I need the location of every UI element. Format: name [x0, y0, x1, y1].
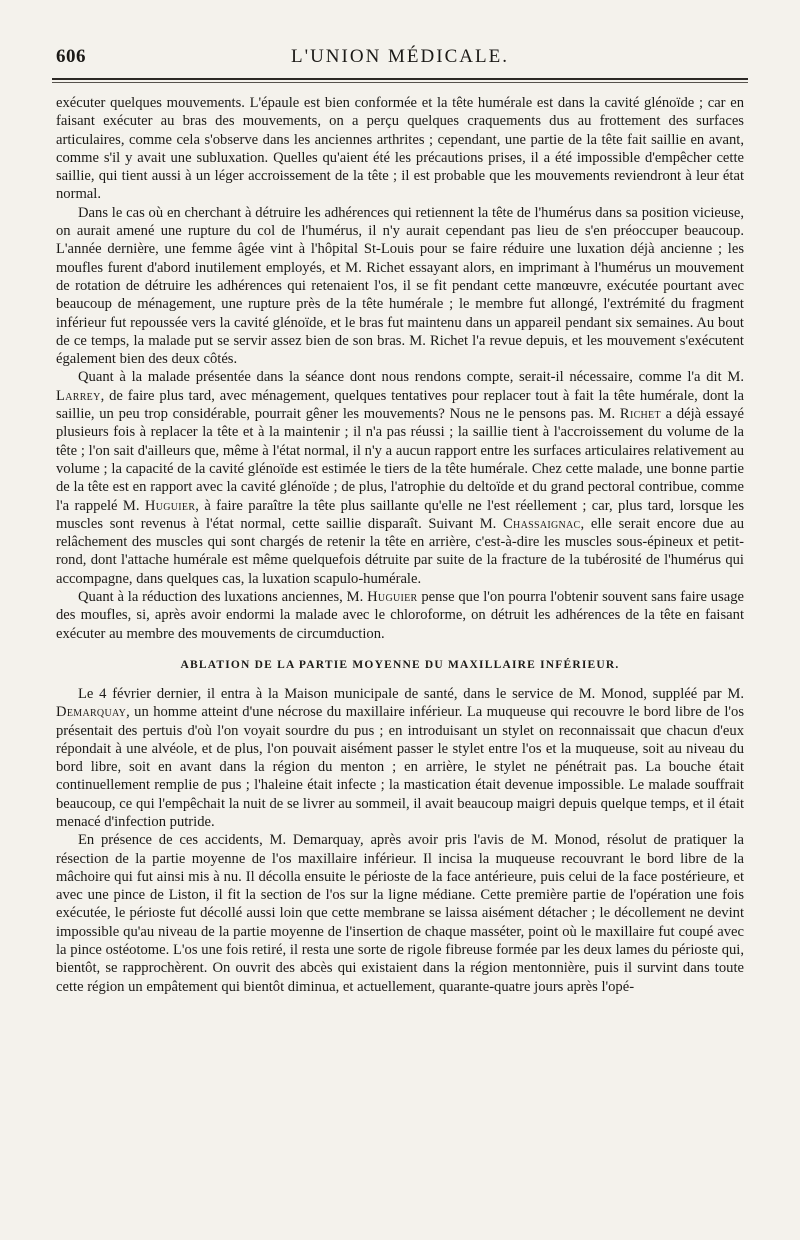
- author-name-richet: Richet: [619, 406, 661, 423]
- paragraph-3-text-b: , de faire plus tard, avec ménagement, quelques tentatives pour replacer tout à fait la tête humérale, dont la saillie, un peu trop considérable, pourrait gêner les mouvements? Nous ne le pensons pas. M.: [56, 387, 744, 423]
- paragraph-6: En présence de ces accidents, M. Demarquay, après avoir pris l'avis de M. Monod, résolut de pratiquer la résection de la partie moyenne de l'os maxillaire inférieur. Il incisa la muqueuse recouvrant le bord libre de la mâchoire qui fut ainsi mis à nu. Il décolla ensuite le périoste de la face antérieure, puis celui de la face postérieure, et avec une pince de Liston, il fit la section de l'os sur la ligne médiane. Cette première partie de l'opération une fois exécutée, le périoste fut décollé aussi loin que cette membrane se laissa aisément détacher ; le décollement ne devint impossible qu'au niveau de la partie moyenne de l'insertion de chaque masséter, point où le maxillaire fut coupé avec la pince ostéotome. L'os une fois retiré, il resta une sorte de rigole fibreuse formée par les deux lames du périoste qui, bientôt, se rapprochèrent. On ouvrit des abcès qui existaient dans la région mentonnière, puis il survint dans toute cette région un empâtement qui bientôt diminua, et actuellement, quarante-quatre jours après l'opé-: [56, 832, 744, 995]
- author-name-huguier: Huguier: [144, 497, 196, 514]
- author-name-larrey: Larrey: [56, 387, 101, 404]
- paragraph-3-text-d: , à faire paraître la tête plus saillante qu'elle ne l'est réellement ; car, plus tard, lorsque les muscles sont revenus à l'état normal, cette saillie disparaît. Suivant M.: [56, 497, 745, 532]
- paragraph-5-text-b: , un homme atteint d'une nécrose du maxillaire inférieur. La muqueuse qui recouvre le bord libre de l'os présentait des pertuis d'où l'on voyait sourdre du pus ; en introduisant un stylet on reconnaissait que chacun d'eux répondait à une alvéole, et de plus, l'on pouvait aisément passer le stylet entre l'os et la muqueuse, soit au niveau du bord libre, soit en avant dans la région du menton ; en arrière, le stylet ne pénétrait pas. La bouche était continuellement remplie de pus ; l'haleine était infecte ; la mastication était devenue impossible. Le malade souffrait beaucoup, ce qui l'empêchait la nuit de se livrer au sommeil, il avait beaucoup maigri depuis quelque temps, et il était menacé d'infection putride.: [56, 704, 744, 830]
- paragraph-3-text-c: a déjà essayé plusieurs fois à replacer la tête et à la maintenir ; il n'a pas réussi ; la saillie tient à l'accroissement du volume de la tête ; l'on sait d'ailleurs que, même à l'état normal, il n'y a aucun rapport entre les surfaces articulaires relativement au volume ; la capacité de la cavité glénoïde est estimée le tiers de la tête humérale. Chez cette malade, une bonne partie de la tête est en rapport avec la cavité glénoïde ; de plus, l'atrophie du deltoïde et du grand pectoral contribue, comme l'a rappelé M.: [56, 406, 744, 514]
- paragraph-5: [56, 685, 744, 831]
- page-number: 606: [56, 46, 86, 67]
- section-title: ABLATION DE LA PARTIE MOYENNE DU MAXILLAIRE INFÉRIEUR.: [180, 658, 620, 671]
- paragraph-3: [56, 368, 744, 588]
- paragraph-4: [56, 588, 744, 643]
- paragraph-3-text-e: , elle serait encore due au relâchement des muscles qui sont chargés de retenir la tête en arrière, c'est-à-dire les muscles sous-épineux et petit-rond, dont l'attache humérale est même quelquefois détruite par suite de la fracture de la tubérosité de l'humérus qui accompagne, dans quelques cas, la luxation scapulo-humérale.: [56, 515, 744, 587]
- page-header: [56, 46, 744, 72]
- paragraph-5-text-a: Le 4 février dernier, il entra à la Maison municipale de santé, dans le service de M. Monod, suppléé par M.: [78, 685, 744, 702]
- paragraph-4-text-b: pense que l'on pourra l'obtenir souvent sans faire usage des moufles, si, après avoir endormi la malade avec le chloroforme, on détruit les adhérences de la tête en faisant exécuter au membre des mouvements de circumduction.: [56, 589, 744, 642]
- paragraph-2: Dans le cas où en cherchant à détruire les adhérences qui retiennent la tête de l'humérus dans sa position vicieuse, on aurait amené une rupture du col de l'humérus, il n'y aurait cependant pas lieu de s'en préoccuper beaucoup. L'année dernière, une femme âgée vint à l'hôpital St-Louis pour se faire réduire une luxation déjà ancienne ; les moufles furent d'abord inutilement employés, et M. Richet essayant alors, en imprimant à l'humérus un mouvement de rotation de détruire les adhérences qui retenaient l'os, il se fit pendant cette manœuvre, exécutée pourtant avec beaucoup de ménagement, une rupture près de la tête humérale ; le membre fut allongé, l'extrémité du fragment inférieur fut repoussée vers la cavité glénoïde, et le bras fut maintenu dans un appareil pendant six semaines. Au bout de ce temps, la malade put se servir assez bien de son bras. M. Richet l'a revue depuis, et les mouvement s'exécutent également bien des deux côtés.: [56, 204, 744, 368]
- header-rule: [52, 78, 748, 80]
- paragraph-4-text-a: Quant à la réduction des luxations anciennes, M.: [78, 589, 368, 606]
- author-name-chassaignac: Chassaignac: [503, 515, 581, 532]
- running-title: L'UNION MÉDICALE.: [291, 46, 509, 67]
- paragraph-1: exécuter quelques mouvements. L'épaule est bien conformée et la tête humérale est dans la cavité glénoïde ; car en faisant exécuter au bras des mouvements, on a perçu quelques craquements dus au frottement des surfaces articulaires, comme cela s'observe dans les anciennes arthrites ; cependant, une partie de la tête fait saillie en avant, comme s'il y avait une subluxation. Quelles qu'aient été les précautions prises, il a été impossible d'empêcher cette saillie, qui tient aussi à un léger accroissement de la tête ; il est probable que les mouvements reviendront à leur état normal.: [56, 95, 744, 203]
- author-name-huguier-2: Huguier: [367, 589, 418, 606]
- author-name-demarquay: Demarquay: [56, 704, 127, 721]
- paragraph-3-text-a: Quant à la malade présentée dans la séance dont nous rendons compte, serait-il nécessaire, comme l'a dit M.: [78, 369, 744, 386]
- article-body: [56, 94, 744, 996]
- header-rule-thin: [52, 82, 748, 83]
